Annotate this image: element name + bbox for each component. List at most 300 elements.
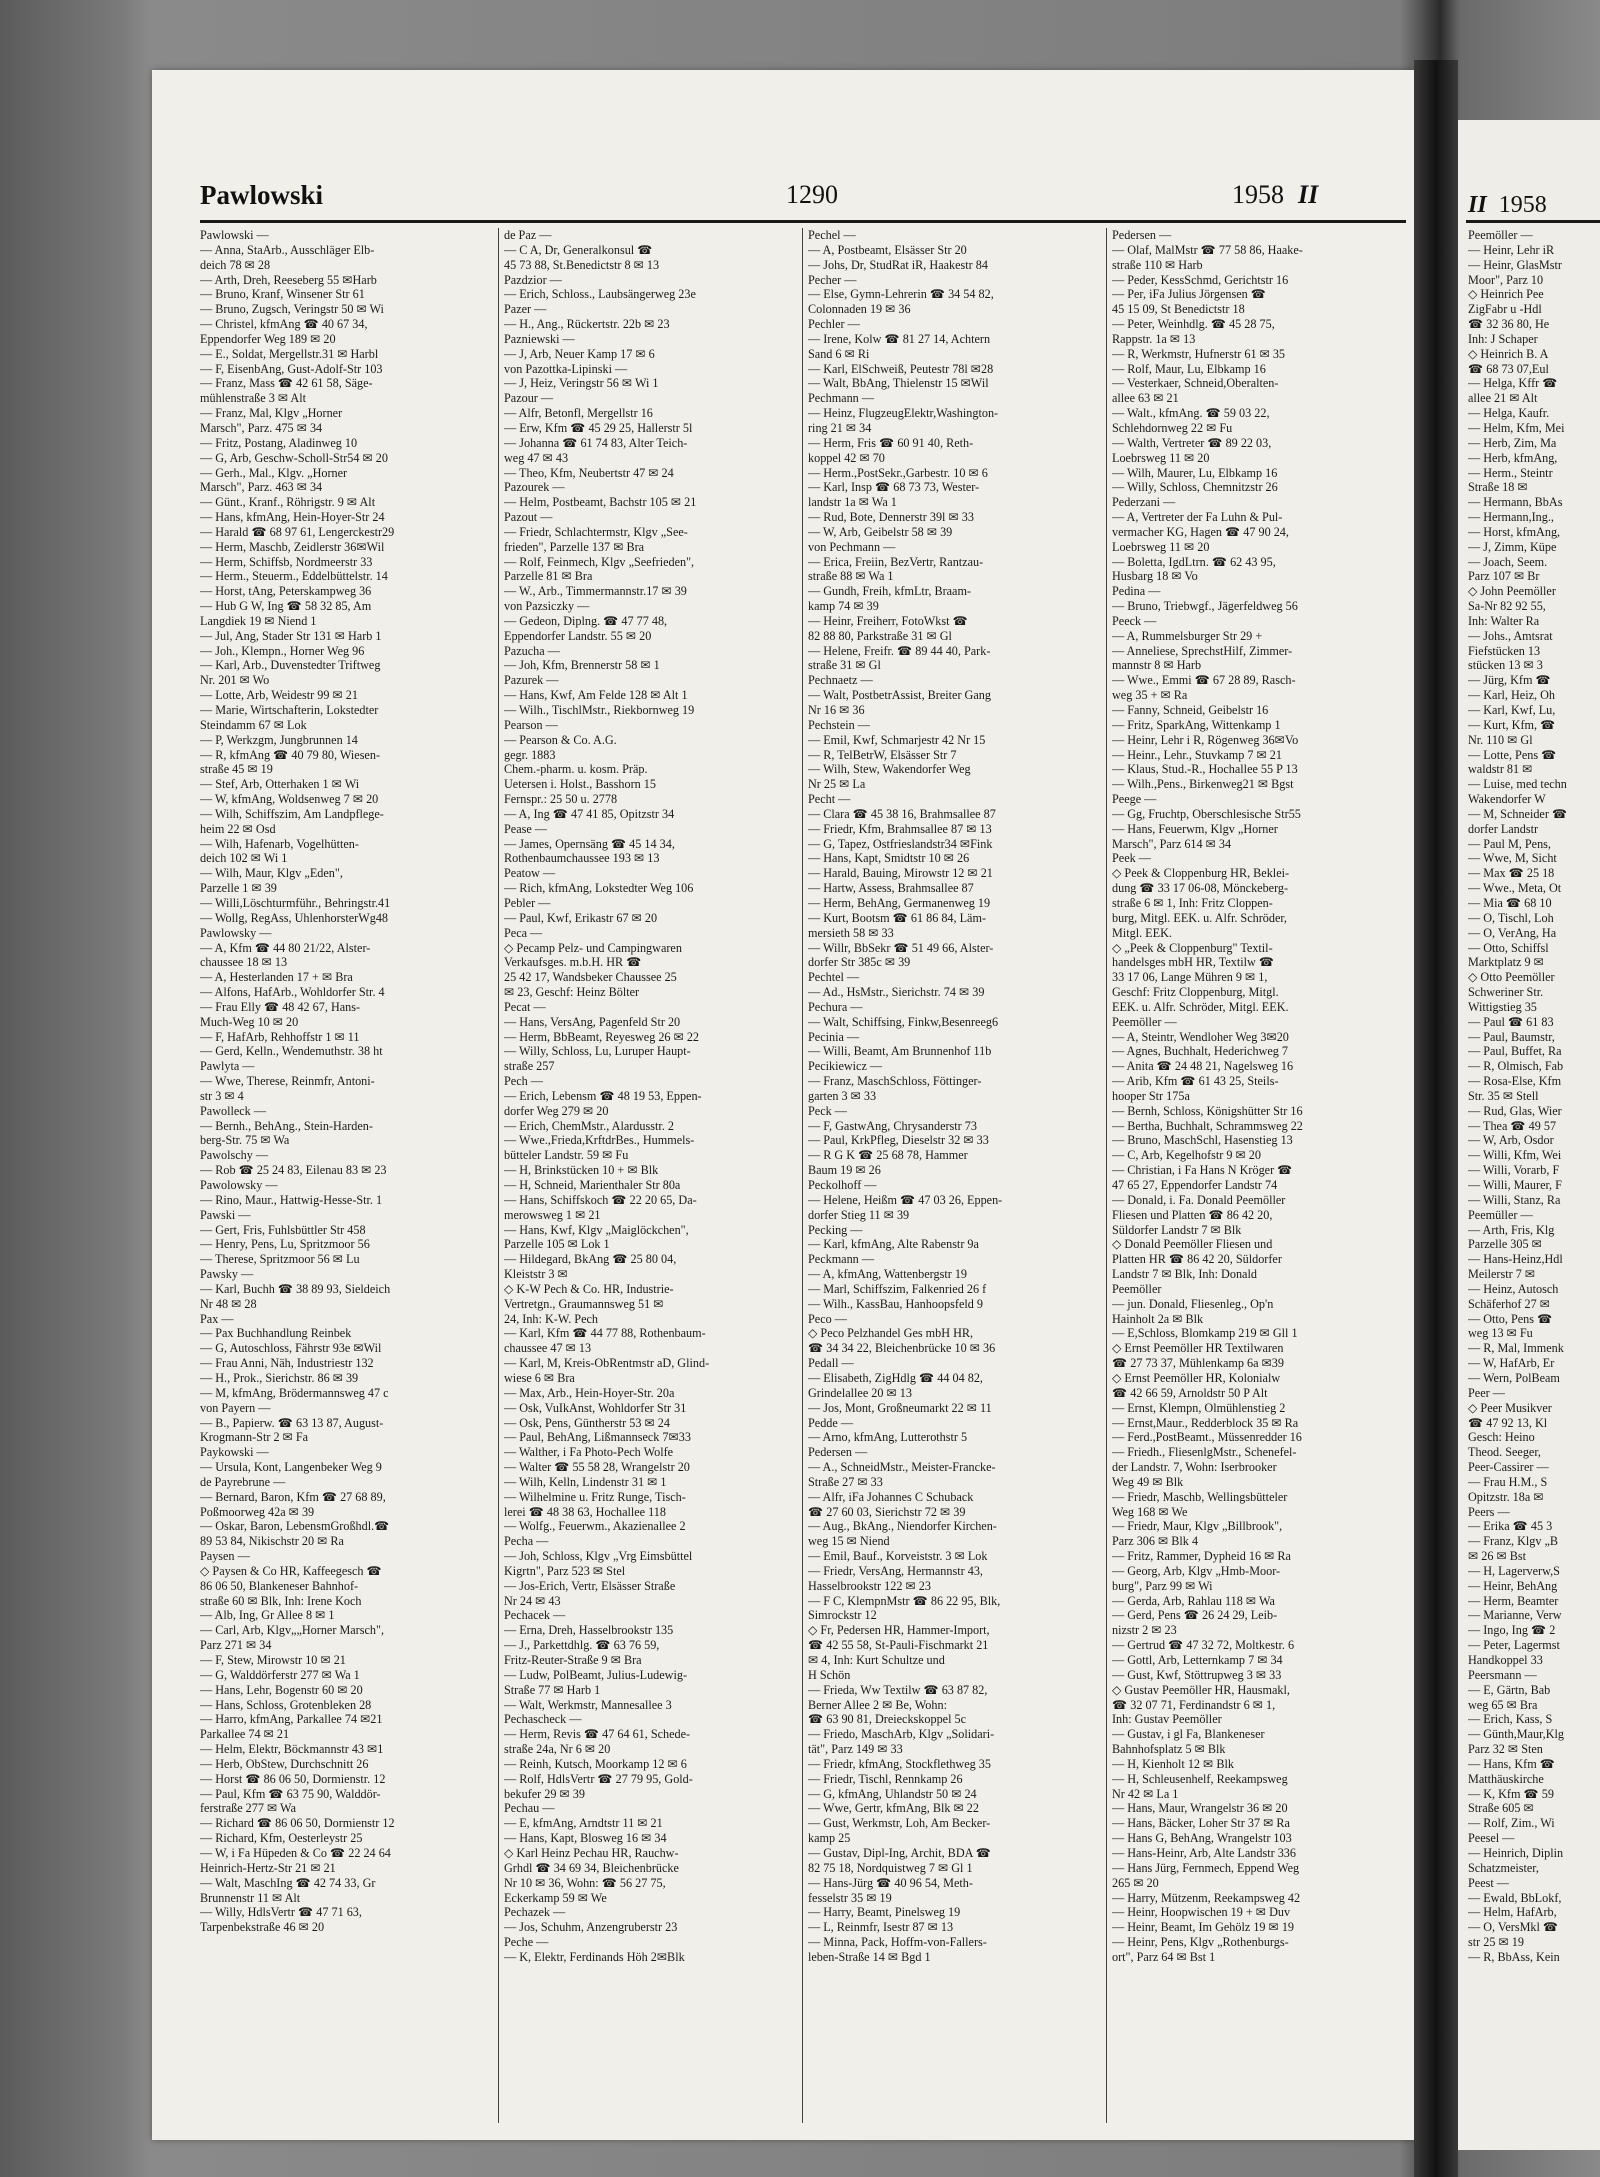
directory-entry-line: — Harry, Mützenm, Reekampsweg 42 bbox=[1112, 1890, 1301, 1905]
directory-entry-line: — Agnes, Buchhalt, Hederichweg 7 bbox=[1112, 1044, 1288, 1059]
directory-entry-line: — Friedr, Maschb, Wellingsbütteler bbox=[1112, 1489, 1288, 1504]
directory-entry-line: weg 35 + ✉ Ra bbox=[1112, 688, 1188, 703]
directory-entry-line: Peck — bbox=[808, 1103, 847, 1118]
directory-entry-line: Pebler — bbox=[504, 895, 551, 910]
directory-entry-line: Pawsky — bbox=[200, 1267, 254, 1282]
directory-entry-line: — Donald, i. Fa. Donald Peemöller bbox=[1112, 1192, 1286, 1207]
facing-entry-line: — Paul, Buffet, Ra bbox=[1468, 1044, 1562, 1059]
directory-entry-line: Pechnaetz — bbox=[808, 673, 873, 688]
directory-entry-line: Pawolowsky — bbox=[200, 1178, 278, 1192]
directory-entry-line: straße 6 ✉ 1, Inh: Fritz Cloppen- bbox=[1112, 895, 1273, 910]
directory-entry-line: — Herm.,PostSekr.,Garbestr. 10 ✉ 6 bbox=[808, 465, 988, 480]
directory-entry-line: — Heinr, Freiherr, FotoWkst ☎ bbox=[808, 613, 968, 628]
facing-entry-line: Wittigstieg 35 bbox=[1468, 999, 1537, 1014]
directory-entry-line: straße 257 bbox=[504, 1059, 555, 1074]
directory-entry-line: fesselstr 35 ✉ 19 bbox=[808, 1890, 892, 1905]
directory-entry-line: — Gertrud ☎ 47 32 72, Moltkestr. 6 bbox=[1112, 1638, 1295, 1653]
directory-entry-line: — Anneliese, SprechstHilf, Zimmer- bbox=[1112, 643, 1293, 658]
directory-entry-line: — Osk, VuIkAnst, Wohldorfer Str 31 bbox=[504, 1400, 687, 1415]
directory-entry-line: Pecinia — bbox=[808, 1029, 860, 1044]
directory-entry-line: deich 102 ✉ Wi 1 bbox=[200, 851, 288, 866]
facing-entry-line: Schweriner Str. bbox=[1468, 985, 1544, 1000]
directory-entry-line: Marsch", Parz. 475 ✉ 34 bbox=[200, 420, 323, 435]
directory-entry-line: — Elisabeth, ZigHdlg ☎ 44 04 82, bbox=[808, 1370, 983, 1385]
directory-entry-line: — Horst, tAng, Peterskampweg 36 bbox=[200, 584, 372, 599]
directory-entry-line: Rappstr. 1a ✉ 13 bbox=[1112, 331, 1196, 346]
directory-entry-line: — Bruno, MaschSchl, Hasenstieg 13 bbox=[1112, 1133, 1293, 1148]
facing-entry-line: — Paul, Baumstr, bbox=[1468, 1029, 1555, 1044]
directory-entry-line: — Hans, Kapt, Blosweg 16 ✉ 34 bbox=[504, 1831, 667, 1846]
directory-entry-line: 86 06 50, Blankeneser Bahnhof- bbox=[200, 1578, 359, 1593]
directory-entry-line: mannstr 8 ✉ Harb bbox=[1112, 658, 1202, 673]
directory-entry-line: Landstr 7 ✉ Blk, Inh: Donald bbox=[1112, 1267, 1257, 1282]
facing-entry-line: ☎ 68 73 07,Eul bbox=[1468, 361, 1549, 376]
book-gutter bbox=[1414, 60, 1458, 2177]
directory-entry-line: — G, Arb, Geschw-Scholl-Str54 ✉ 20 bbox=[200, 450, 388, 465]
directory-entry-line: — Karl, M, Kreis-ObRentmstr aD, Glind- bbox=[504, 1356, 710, 1371]
directory-entry-line: Pazourek — bbox=[504, 480, 565, 495]
directory-entry-line: merowsweg 1 ✉ 21 bbox=[504, 1207, 601, 1222]
directory-entry-line: — Jul, Ang, Stader Str 131 ✉ Harb 1 bbox=[200, 628, 382, 643]
directory-entry-line: — Frau Elly ☎ 48 42 67, Hans- bbox=[200, 999, 361, 1014]
directory-entry-line: — Helene, Heißm ☎ 47 03 26, Eppen- bbox=[808, 1192, 1003, 1207]
directory-entry-line: — Wilh, Stew, Wakendorfer Weg bbox=[808, 762, 971, 777]
directory-entry-line: Colonnaden 19 ✉ 36 bbox=[808, 302, 911, 317]
directory-entry-line: — Hans-Jürg ☎ 40 96 54, Meth- bbox=[808, 1875, 973, 1890]
facing-entry-line: Gesch: Heino bbox=[1468, 1430, 1535, 1445]
directory-entry-line: — Karl, kfmAng, Alte Rabenstr 9a bbox=[808, 1237, 979, 1252]
facing-entry-line: — Otto, Schiffsl bbox=[1468, 940, 1549, 955]
directory-entry-line: 265 ✉ 20 bbox=[1112, 1875, 1159, 1890]
directory-entry-line: mersieth 58 ✉ 33 bbox=[808, 925, 894, 940]
directory-entry-line: 82 88 80, Parkstraße 31 ✉ Gl bbox=[808, 628, 952, 643]
directory-entry-line: — A, kfmAng, Wattenbergstr 19 bbox=[808, 1267, 968, 1282]
directory-entry-line: — Willi,Löschturmführ., Behringstr.41 bbox=[200, 895, 391, 910]
directory-entry-line: Pechtel — bbox=[808, 970, 860, 985]
directory-entry-line: Parz 306 ✉ Blk 4 bbox=[1112, 1534, 1199, 1549]
facing-entry-line: ◇ John Peemöller bbox=[1468, 584, 1556, 599]
directory-entry-line: — Horst ☎ 86 06 50, Dormienstr. 12 bbox=[200, 1771, 386, 1786]
directory-entry-line: — Fritz, Postang, Aladinweg 10 bbox=[200, 435, 358, 450]
directory-entry-line: straße 24a, Nr 6 ✉ 20 bbox=[504, 1742, 611, 1757]
directory-entry-line: tät", Parz 149 ✉ 33 bbox=[808, 1742, 903, 1757]
directory-entry-line: dorfer Str 385c ✉ 39 bbox=[808, 955, 911, 970]
facing-entry-line: — Horst, kfmAng, bbox=[1468, 524, 1561, 539]
directory-entry-line: von Payern — bbox=[200, 1400, 271, 1415]
directory-entry-line: — Heinr, Hoopwischen 19 + ✉ Duv bbox=[1112, 1905, 1291, 1920]
directory-entry-line: Pechmann — bbox=[808, 391, 875, 406]
page-year-volume bbox=[1232, 180, 1318, 220]
facing-entry-line: — Herb, Zim, Ma bbox=[1468, 435, 1557, 450]
facing-entry-line: ZigFabr u -Hdl bbox=[1468, 302, 1542, 317]
directory-entry-line: Kleiststr 3 ✉ bbox=[504, 1267, 568, 1282]
directory-entry-line: — Bruno, Kranf, Winsener Str 61 bbox=[200, 287, 365, 302]
directory-entry-line: straße 88 ✉ Wa 1 bbox=[808, 569, 894, 584]
directory-entry-line: — Gustav, i gl Fa, Blankeneser bbox=[1112, 1727, 1265, 1742]
facing-entry-line: Peers — bbox=[1468, 1504, 1510, 1519]
directory-entry-line: frieden", Parzelle 137 ✉ Bra bbox=[504, 539, 645, 554]
directory-entry-line: — Herm, BbBeamt, Reyesweg 26 ✉ 22 bbox=[504, 1029, 700, 1044]
directory-entry-line: vermacher KG, Hagen ☎ 47 90 24, bbox=[1112, 524, 1289, 539]
directory-entry-line: — Richard ☎ 86 06 50, Dormienstr 12 bbox=[200, 1816, 395, 1831]
facing-entry-line: Handkoppel 33 bbox=[1468, 1653, 1543, 1667]
facing-entry-line: — Hans-Heinz,Hdl bbox=[1468, 1252, 1563, 1267]
directory-entry-line: ◇ Gustav Peemöller HR, Hausmakl, bbox=[1112, 1682, 1290, 1697]
directory-entry-line: 45 73 88, St.Benedictstr 8 ✉ 13 bbox=[504, 257, 660, 272]
directory-entry-line: Pedina — bbox=[1112, 584, 1161, 599]
facing-entry-line: — Helga, Kffr ☎ bbox=[1468, 376, 1558, 391]
directory-entry-line: Peege — bbox=[1112, 792, 1157, 807]
directory-entry-line: — Reinh, Kutsch, Moorkamp 12 ✉ 6 bbox=[504, 1756, 687, 1771]
directory-entry-line: — Wolfg., Feuerwm., Akazienallee 2 bbox=[504, 1519, 686, 1534]
directory-entry-line: Pecher — bbox=[808, 272, 857, 287]
directory-entry-line: ◇ Pecamp Pelz- und Campingwaren bbox=[504, 940, 682, 955]
facing-entry-line: — M, Schneider ☎ bbox=[1468, 806, 1568, 821]
directory-entry-line: — Wilh, Kelln, Lindenstr 31 ✉ 1 bbox=[504, 1474, 667, 1489]
facing-entry-line: — Willi, Kfm, Wei bbox=[1468, 1148, 1562, 1163]
directory-entry-line: Pechazek — bbox=[504, 1905, 566, 1920]
directory-entry-line: — Herm, BehAng, Germanenweg 19 bbox=[808, 895, 991, 910]
directory-entry-line: — Alfr, Betonfl, Mergellstr 16 bbox=[504, 406, 653, 421]
directory-entry-line: Pawolschy — bbox=[200, 1148, 269, 1163]
directory-entry-line: Husbarg 18 ✉ Vo bbox=[1112, 569, 1198, 584]
facing-entry-line: — Karl, Kwf, Lu, bbox=[1468, 703, 1556, 717]
facing-entry-line: — Helm, Kfm, Mei bbox=[1468, 420, 1565, 435]
directory-entry-line: — Paul, BehAng, Lißmannseck 7✉33 bbox=[504, 1430, 691, 1445]
directory-entry-line: — A, Steintr, Wendloher Weg 3✉20 bbox=[1112, 1029, 1289, 1044]
page-title: Pawlowski bbox=[200, 180, 324, 210]
facing-entry-line: — Kurt, Kfm, ☎ bbox=[1468, 717, 1556, 732]
year-label: 1958 bbox=[1232, 180, 1284, 209]
directory-entry-line: Pedersen — bbox=[1112, 228, 1172, 242]
directory-entry-line: — Bernard, Baron, Kfm ☎ 27 68 89, bbox=[200, 1489, 386, 1504]
directory-entry-line: Pechura — bbox=[808, 999, 863, 1014]
directory-entry-line: — H, Schneid, Marienthaler Str 80a bbox=[504, 1178, 681, 1192]
facing-entry-line: Straße 605 ✉ bbox=[1468, 1801, 1534, 1816]
directory-entry-line: Peatow — bbox=[504, 866, 556, 881]
directory-entry-line: ◇ Peek & Cloppenburg HR, Beklei- bbox=[1112, 866, 1290, 881]
directory-entry-line: — Hub G W, Ing ☎ 58 32 85, Am bbox=[200, 599, 372, 614]
directory-entry-line: Heinrich-Hertz-Str 21 ✉ 21 bbox=[200, 1860, 336, 1875]
directory-entry-line: Pecat — bbox=[504, 999, 546, 1014]
directory-entry-line: Steindamm 67 ✉ Lok bbox=[200, 717, 307, 732]
directory-entry-line: Weg 168 ✉ We bbox=[1112, 1504, 1188, 1519]
directory-entry-line: ☎ 42 66 59, Arnoldstr 50 P Alt bbox=[1112, 1385, 1268, 1400]
directory-entry-line: — Willi, Beamt, Am Brunnenhof 11b bbox=[808, 1044, 992, 1059]
directory-entry-line: Parzelle 1 ✉ 39 bbox=[200, 881, 277, 896]
directory-entry-line: Loebrsweg 11 ✉ 20 bbox=[1112, 539, 1210, 554]
directory-entry-line: ☎ 32 07 71, Ferdinandstr 6 ✉ 1, bbox=[1112, 1697, 1276, 1712]
directory-entry-line: Chem.-pharm. u. kosm. Präp. bbox=[504, 762, 648, 777]
directory-entry-line: — Clara ☎ 45 38 16, Brahmsallee 87 bbox=[808, 806, 996, 821]
directory-entry-line: straße 60 ✉ Blk, Inh: Irene Koch bbox=[200, 1593, 362, 1608]
directory-entry-line: — G, kfmAng, Uhlandstr 50 ✉ 24 bbox=[808, 1786, 977, 1801]
directory-entry-line: — Helene, Freifr. ☎ 89 44 40, Park- bbox=[808, 643, 991, 658]
directory-entry-line: Pedde — bbox=[808, 1415, 854, 1430]
directory-entry-line: — Joh, Kfm, Brennerstr 58 ✉ 1 bbox=[504, 658, 660, 673]
directory-entry-line: Tarpenbekstraße 46 ✉ 20 bbox=[200, 1920, 325, 1935]
directory-entry-line: Baum 19 ✉ 26 bbox=[808, 1163, 881, 1178]
facing-entry-line: str 25 ✉ 19 bbox=[1468, 1935, 1524, 1950]
directory-entry-line: — Rob ☎ 25 24 83, Eilenau 83 ✉ 23 bbox=[200, 1163, 387, 1178]
directory-entry-line: — Hans-Heinr, Arb, Alte Landstr 336 bbox=[1112, 1845, 1296, 1860]
facing-entry-line: — Franz, Klgv „B bbox=[1468, 1534, 1559, 1549]
directory-entry-line: Berner Allee 2 ✉ Be, Wohn: bbox=[808, 1697, 947, 1712]
directory-entry-line: ◇ Ernst Peemöller HR, Kolonialw bbox=[1112, 1370, 1281, 1385]
facing-entry-line: Moor", Parz 10 bbox=[1468, 272, 1544, 287]
directory-entry-line: — Walther, i Fa Photo-Pech Wolfe bbox=[504, 1445, 674, 1460]
facing-entry-line: — Helm, HafArb, bbox=[1468, 1905, 1557, 1920]
facing-entry-line: — Paul ☎ 61 83 bbox=[1468, 1014, 1554, 1029]
facing-entry-line: Nr. 110 ✉ Gl bbox=[1468, 732, 1533, 747]
directory-entry-line: — Fanny, Schneid, Geibelstr 16 bbox=[1112, 703, 1269, 717]
directory-entry-line: Mitgl. EEK. bbox=[1112, 925, 1172, 940]
directory-entry-line: — Marl, Schiffszim, Falkenried 26 f bbox=[808, 1281, 987, 1296]
directory-entry-line: Peek — bbox=[1112, 851, 1151, 866]
directory-entry-line: ☎ 34 34 22, Bleichenbrücke 10 ✉ 36 bbox=[808, 1341, 996, 1356]
facing-header-rule bbox=[1466, 220, 1600, 223]
directory-entry-line: — Bertha, Buchhalt, Schrammsweg 22 bbox=[1112, 1118, 1303, 1133]
facing-entry-line: — Erika ☎ 45 3 bbox=[1468, 1519, 1553, 1534]
facing-entry-line: — Willi, Stanz, Ra bbox=[1468, 1192, 1561, 1207]
directory-entry-line: — Arno, kfmAng, Lutterothstr 5 bbox=[808, 1430, 968, 1445]
directory-entry-line: — K, Elektr, Ferdinands Höh 2✉Blk bbox=[504, 1949, 685, 1964]
directory-entry-line: H Schön bbox=[808, 1667, 851, 1682]
facing-entry-line: Opitzstr. 18a ✉ bbox=[1468, 1489, 1544, 1504]
directory-entry-line: — Hans, Lehr, Bogenstr 60 ✉ 20 bbox=[200, 1682, 363, 1697]
directory-entry-line: Grhdl ☎ 34 69 34, Bleichenbrücke bbox=[504, 1860, 679, 1875]
facing-entry-line: — Karl, Heiz, Oh bbox=[1468, 688, 1555, 703]
directory-entry-line: — B., Papierw. ☎ 63 13 87, August- bbox=[200, 1415, 384, 1430]
directory-entry-line: — Karl, Buchh ☎ 38 89 93, Sieldeich bbox=[200, 1281, 391, 1296]
directory-entry-line: — A, Ing ☎ 47 41 85, Opitzstr 34 bbox=[504, 806, 675, 821]
directory-entry-line: — Helm, Elektr, Böckmannstr 43 ✉1 bbox=[200, 1742, 384, 1757]
directory-entry-line: — W., Arb., Timmermannstr.17 ✉ 39 bbox=[504, 584, 687, 599]
directory-entry-line: — Herm, Maschb, Zeidlerstr 36✉Wil bbox=[200, 539, 385, 554]
directory-entry-line: — H, Schleusenhelf, Reekampsweg bbox=[1112, 1771, 1288, 1786]
directory-entry-line: 82 75 18, Nordquistweg 7 ✉ Gl 1 bbox=[808, 1860, 973, 1875]
directory-entry-line: — Erw, Kfm ☎ 45 29 25, Hallerstr 5l bbox=[504, 420, 693, 435]
directory-entry-line: Nr 16 ✉ 36 bbox=[808, 703, 865, 717]
directory-entry-line: — Rud, Bote, Dennerstr 39l ✉ 33 bbox=[808, 510, 974, 525]
facing-page-header bbox=[1468, 192, 1547, 219]
directory-entry-line: — Friedr, Kfm, Brahmsallee 87 ✉ 13 bbox=[808, 821, 992, 836]
facing-entry-line: — Lotte, Pens ☎ bbox=[1468, 747, 1557, 762]
facing-entry-line: Inh: J Schaper bbox=[1468, 331, 1538, 346]
directory-entry-line: Pech — bbox=[504, 1074, 543, 1089]
facing-entry-line: — Heinr, BehAng bbox=[1468, 1578, 1558, 1593]
facing-entry-line: Schatzmeister, bbox=[1468, 1860, 1539, 1875]
facing-entry-line: — Paul M, Pens, bbox=[1468, 836, 1551, 851]
directory-entry-line: Peemöller — bbox=[1112, 1014, 1177, 1029]
facing-entry-line: — Frau H.M., S bbox=[1468, 1474, 1548, 1489]
directory-entry-line: Langdiek 19 ✉ Niend 1 bbox=[200, 613, 317, 628]
directory-entry-line: Fritz-Reuter-Straße 9 ✉ Bra bbox=[504, 1653, 642, 1667]
facing-entry-line: — Helga, Kaufr. bbox=[1468, 406, 1550, 421]
directory-entry-line: Peemöller bbox=[1112, 1281, 1162, 1296]
directory-entry-line: — Vesterkaer, Schneid,Oberalten- bbox=[1112, 376, 1279, 391]
directory-entry-line: — Hans Jürg, Fernmech, Eppend Weg bbox=[1112, 1860, 1300, 1875]
directory-entry-line: mühlenstraße 3 ✉ Alt bbox=[200, 391, 307, 406]
facing-entry-line: ☎ 47 92 13, Kl bbox=[1468, 1415, 1548, 1430]
directory-entry-line: — Erich, ChemMstr., Alardusstr. 2 bbox=[504, 1118, 674, 1133]
facing-entry-line: ◇ Otto Peemöller bbox=[1468, 970, 1555, 985]
facing-entry-line: — Rosa-Else, Kfm bbox=[1468, 1074, 1562, 1089]
facing-entry-line: ◇ Heinrich B. A bbox=[1468, 346, 1549, 361]
facing-entry-line: Meilerstr 7 ✉ bbox=[1468, 1267, 1536, 1282]
directory-entry-line: — Gust, Kwf, Stöttrupweg 3 ✉ 33 bbox=[1112, 1667, 1282, 1682]
facing-entry-line: Peesel — bbox=[1468, 1831, 1515, 1846]
directory-entry-line: — Hans G, BehAng, Wrangelstr 103 bbox=[1112, 1831, 1292, 1846]
directory-entry-line: Parz 271 ✉ 34 bbox=[200, 1638, 272, 1653]
directory-entry-line: — H, Kienholt 12 ✉ Blk bbox=[1112, 1756, 1234, 1771]
directory-entry-line: dung ☎ 33 17 06-08, Mönckeberg- bbox=[1112, 881, 1289, 896]
directory-entry-line: — Bruno, Zugsch, Veringstr 50 ✉ Wi bbox=[200, 302, 384, 317]
facing-entry-line: — W, Arb, Osdor bbox=[1468, 1133, 1554, 1148]
directory-entry-line: — Aug., BkAng., Niendorfer Kirchen- bbox=[808, 1519, 997, 1534]
directory-entry-line: — G, Tapez, Ostfrieslandstr34 ✉Fink bbox=[808, 836, 993, 851]
directory-entry-line: — Max, Arb., Hein-Hoyer-Str. 20a bbox=[504, 1385, 675, 1400]
directory-entry-line: — Hans, Bäcker, Loher Str 37 ✉ Ra bbox=[1112, 1816, 1290, 1831]
directory-entry-line: weg 15 ✉ Niend bbox=[808, 1534, 890, 1549]
directory-entry-line: — Walter ☎ 55 58 28, Wrangelstr 20 bbox=[504, 1460, 690, 1475]
directory-entry-line: — Ursula, Kont, Langenbeker Weg 9 bbox=[200, 1460, 382, 1475]
directory-entry-line: — M, kfmAng, Brödermannsweg 47 c bbox=[200, 1385, 389, 1400]
directory-entry-line: lerei ☎ 48 38 63, Hochallee 118 bbox=[504, 1504, 666, 1519]
facing-entry-line: — Joach, Seem. bbox=[1468, 554, 1548, 569]
directory-entry-line: — Joh., Klempn., Horner Weg 96 bbox=[200, 643, 365, 658]
directory-entry-line: Nr. 201 ✉ Wo bbox=[200, 673, 270, 688]
directory-entry-line: — Rolf, Feinmech, Klgv „Seefrieden", bbox=[504, 554, 695, 569]
facing-entry-line: Parz 32 ✉ Sten bbox=[1468, 1742, 1543, 1757]
directory-entry-line: — Jos, Mont, Großneumarkt 22 ✉ 11 bbox=[808, 1400, 992, 1415]
directory-entry-line: — Rich, kfmAng, Lokstedter Weg 106 bbox=[504, 881, 694, 896]
directory-entry-line: garten 3 ✉ 33 bbox=[808, 1088, 877, 1103]
directory-entry-line: — Harry, Beamt, Pinelsweg 19 bbox=[808, 1905, 961, 1920]
directory-entry-line: Pecikiewicz — bbox=[808, 1059, 883, 1074]
directory-entry-line: — Paul, Kfm ☎ 63 75 90, Walddör- bbox=[200, 1786, 381, 1801]
directory-entry-line: Pawolleck — bbox=[200, 1103, 267, 1118]
directory-entry-line: Paysen — bbox=[200, 1549, 250, 1564]
directory-entry-line: — Hans, Kwf, Am Felde 128 ✉ Alt 1 bbox=[504, 688, 688, 703]
directory-entry-line: — Wilhelmine u. Fritz Runge, Tisch- bbox=[504, 1489, 686, 1504]
facing-volume-label: II bbox=[1468, 192, 1487, 218]
facing-entry-line: Matthäuskirche bbox=[1468, 1771, 1544, 1786]
facing-entry-line: — Willi, Maurer, F bbox=[1468, 1178, 1562, 1192]
facing-entry-line: — Wwe, M, Sicht bbox=[1468, 851, 1557, 866]
facing-entry-line: — Luise, med techn bbox=[1468, 777, 1567, 792]
column-3 bbox=[808, 228, 1100, 2123]
directory-entry-line: Vertretgn., Graumannsweg 51 ✉ bbox=[504, 1296, 664, 1311]
facing-entry-line: — H, Lagerverw,S bbox=[1468, 1563, 1560, 1578]
directory-entry-line: — Heinr, Beamt, Im Gehölz 19 ✉ 19 bbox=[1112, 1920, 1295, 1935]
directory-entry-line: — Franz, Mass ☎ 42 61 58, Säge- bbox=[200, 376, 373, 391]
directory-entry-line: Eppendorfer Landstr. 55 ✉ 20 bbox=[504, 628, 652, 643]
entry-columns bbox=[200, 228, 1406, 2123]
directory-entry-line: straße 110 ✉ Harb bbox=[1112, 257, 1203, 272]
facing-entry-line: Peer — bbox=[1468, 1385, 1505, 1400]
directory-entry-line: bütteler Landstr. 59 ✉ Fu bbox=[504, 1148, 629, 1163]
directory-entry-line: — Richard, Kfm, Oesterleystr 25 bbox=[200, 1831, 363, 1846]
directory-entry-line: — Paul, KrkPfleg, Dieselstr 32 ✉ 33 bbox=[808, 1133, 989, 1148]
directory-entry-line: Eckerkamp 59 ✉ We bbox=[504, 1890, 607, 1905]
directory-entry-line: — Olaf, MalMstr ☎ 77 58 86, Haake- bbox=[1112, 242, 1303, 257]
directory-entry-line: — Gust, Werkmstr, Loh, Am Becker- bbox=[808, 1816, 991, 1831]
directory-entry-line: — Irene, Kolw ☎ 81 27 14, Achtern bbox=[808, 331, 991, 346]
directory-entry-line: — Hans, Feuerwm, Klgv „Horner bbox=[1112, 821, 1278, 836]
facing-entry-line: — Marianne, Verw bbox=[1468, 1608, 1562, 1623]
facing-entry-line: — R, Mal, Immenk bbox=[1468, 1341, 1564, 1356]
directory-entry-line: — R, TelBetrW, Elsässer Str 7 bbox=[808, 747, 957, 762]
column-divider bbox=[1106, 228, 1107, 2123]
directory-entry-line: Marsch", Parz 614 ✉ 34 bbox=[1112, 836, 1232, 851]
directory-entry-line: Straße 27 ✉ 33 bbox=[808, 1474, 883, 1489]
directory-entry-line: Brunnenstr 11 ✉ Alt bbox=[200, 1890, 301, 1905]
facing-entry-line: — Otto, Pens ☎ bbox=[1468, 1311, 1553, 1326]
directory-entry-line: ◇ Karl Heinz Pechau HR, Rauchw- bbox=[504, 1845, 679, 1860]
directory-entry-line: — Hans, Schloss, Grotenbleken 28 bbox=[200, 1697, 372, 1712]
directory-entry-line: — Wollg, RegAss, UhlenhorsterWg48 bbox=[200, 910, 389, 925]
directory-entry-line: straße 45 ✉ 19 bbox=[200, 762, 273, 777]
facing-entry-line: — Heinz, Autosch bbox=[1468, 1281, 1559, 1296]
directory-entry-line: ◇ Peco Pelzhandel Ges mbH HR, bbox=[808, 1326, 974, 1341]
directory-entry-line: 33 17 06, Lange Mühren 9 ✉ 1, bbox=[1112, 970, 1268, 985]
directory-entry-line: 89 53 84, Nikischstr 20 ✉ Ra bbox=[200, 1534, 344, 1549]
directory-entry-line: — Fritz, Rammer, Dypheid 16 ✉ Ra bbox=[1112, 1549, 1291, 1564]
directory-entry-line: — F, GastwAng, Chrysanderstr 73 bbox=[808, 1118, 977, 1133]
facing-entry-line: — Rud, Glas, Wier bbox=[1468, 1103, 1562, 1118]
column-2 bbox=[504, 228, 796, 2123]
directory-entry-line: Pawlyta — bbox=[200, 1059, 255, 1074]
directory-entry-line: von Pechmann — bbox=[808, 539, 896, 554]
directory-entry-line: — Wilh., KassBau, Hanhoopsfeld 9 bbox=[808, 1296, 983, 1311]
directory-entry-line: — Harald, Bauing, Mirowstr 12 ✉ 21 bbox=[808, 866, 993, 881]
directory-entry-line: — Lotte, Arb, Weidestr 99 ✉ 21 bbox=[200, 688, 358, 703]
directory-entry-line: — F, HafArb, Rehhoffstr 1 ✉ 11 bbox=[200, 1029, 360, 1044]
facing-entry-line: Straße 18 ✉ bbox=[1468, 480, 1528, 495]
directory-entry-line: — Boletta, IgdLtrn. ☎ 62 43 95, bbox=[1112, 554, 1276, 569]
facing-entry-line: — W, HafArb, Er bbox=[1468, 1356, 1555, 1371]
directory-entry-line: — Else, Gymn-Lehrerin ☎ 34 54 82, bbox=[808, 287, 994, 302]
directory-entry-line: — jun. Donald, Fliesenleg., Op'n bbox=[1112, 1296, 1274, 1311]
directory-entry-line: koppel 42 ✉ 70 bbox=[808, 450, 885, 465]
directory-entry-line: — R, kfmAng ☎ 40 79 80, Wiesen- bbox=[200, 747, 380, 762]
directory-entry-line: — A, Postbeamt, Elsässer Str 20 bbox=[808, 242, 967, 257]
directory-entry-line: heim 22 ✉ Osd bbox=[200, 821, 276, 836]
directory-entry-line: — Walt, BbAng, Thielenstr 15 ✉Wil bbox=[808, 376, 989, 391]
facing-entry-line: — Johs., Amtsrat bbox=[1468, 628, 1553, 643]
facing-entry-line: Peemüller — bbox=[1468, 1207, 1533, 1222]
directory-entry-line: ferstraße 277 ✉ Wa bbox=[200, 1801, 296, 1816]
facing-entry-line: — Ingo, Ing ☎ 2 bbox=[1468, 1623, 1556, 1638]
directory-entry-line: Geschf: Fritz Cloppenburg, Mitgl. bbox=[1112, 985, 1279, 1000]
directory-entry-line: Pazurek — bbox=[504, 673, 559, 688]
directory-entry-line: — Walt, MaschIng ☎ 42 74 33, Gr bbox=[200, 1875, 376, 1890]
directory-entry-line: Pedersen — bbox=[808, 1445, 868, 1460]
directory-entry-line: ◇ Fr, Pedersen HR, Hammer-Import, bbox=[808, 1623, 990, 1638]
directory-entry-line: — Arth, Dreh, Reeseberg 55 ✉Harb bbox=[200, 272, 377, 287]
facing-entry-line: — O, Tischl, Loh bbox=[1468, 910, 1554, 925]
directory-entry-line: ☎ 27 60 03, Sierichstr 72 ✉ 39 bbox=[808, 1504, 966, 1519]
directory-entry-line: — F, EisenbAng, Gust-Adolf-Str 103 bbox=[200, 361, 383, 376]
directory-entry-line: ◇ „Peek & Cloppenburg" Textil- bbox=[1112, 940, 1273, 955]
directory-entry-line: bekufer 29 ✉ 39 bbox=[504, 1786, 585, 1801]
directory-entry-line: — Harald ☎ 68 97 61, Lengerckestr29 bbox=[200, 524, 395, 539]
directory-entry-line: ☎ 27 73 37, Mühlenkamp 6a ✉39 bbox=[1112, 1356, 1284, 1371]
directory-entry-line: — Christel, kfmAng ☎ 40 67 34, bbox=[200, 317, 368, 332]
directory-entry-line: — Erich, Schloss., Laubsängerweg 23e bbox=[504, 287, 696, 302]
directory-entry-line: de Payrebrune — bbox=[200, 1474, 286, 1489]
